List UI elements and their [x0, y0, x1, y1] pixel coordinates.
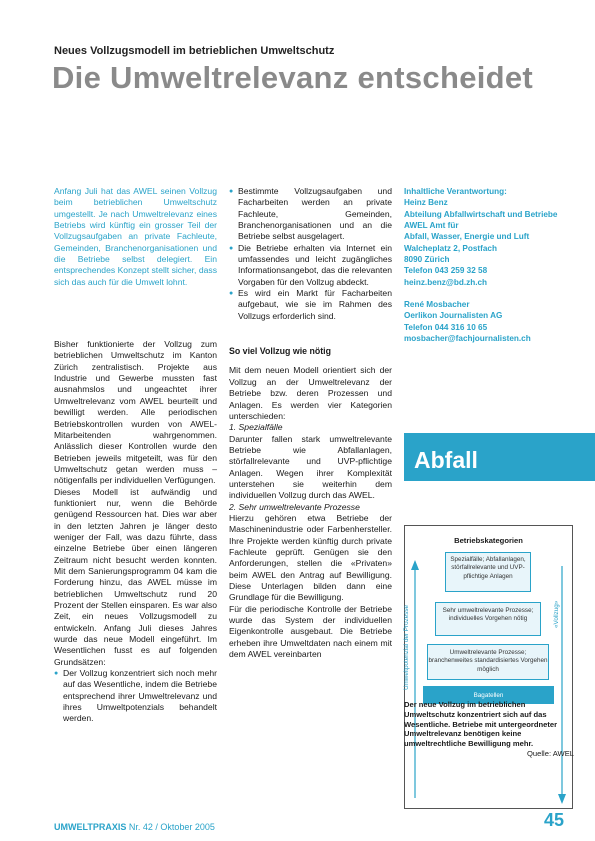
list-item: ● Es wird ein Markt für Facharbeiten aufgebaut, wie sie im Rahmen des Vollzugs erforderlich sind. — [229, 288, 392, 322]
contact-line: Telefon 043 259 32 58 — [404, 266, 488, 276]
contact-email[interactable]: mosbacher@fachjournalisten.ch — [404, 334, 531, 344]
contact-line: Abfall, Wasser, Energie und Luft — [404, 232, 530, 242]
contact-line: AWEL Amt für — [404, 221, 459, 231]
contact-line: Abteilung Abfallwirtschaft und Betriebe — [404, 209, 558, 219]
category-subheading: 1. Spezialfälle — [229, 422, 283, 433]
contact-line: Oerlikon Journalisten AG — [404, 311, 503, 321]
right-arrowhead-icon — [558, 794, 566, 804]
left-axis-label: Umweltpotenzial der Prozesse — [403, 604, 410, 690]
principles-list — [54, 668, 217, 725]
contact-line: Telefon 044 316 10 65 — [404, 322, 488, 332]
issue-info: Nr. 42 / Oktober 2005 — [128, 822, 215, 832]
stage-trivial: Bagatellen — [423, 686, 554, 704]
body-paragraph: Für die periodische Kontrolle der Betriebe wurde das System der individuellen Eigenkontrolle ausgebaut. Die Betriebe erheben ihre Umweltdaten nach einem mit dem AWEL vereinbarten — [229, 603, 392, 660]
contact-email[interactable]: heinz.benz@bd.zh.ch — [404, 277, 488, 287]
contact-heading: Inhaltliche Verantwortung: — [404, 187, 507, 196]
page-number: 45 — [544, 810, 565, 830]
principles-list-continued — [229, 186, 392, 322]
lead-paragraph: Anfang Juli hat das AWEL seinen Vollzug beim betrieblichen Umweltschutz umgestellt. Je nach Umweltrelevanz eines Betriebs wird künftig ein grosser Teil der Vollzugsaufgaben an private Fachleute, Gemeinden, Branchenorganisationen und die Betriebe selbst delegiert. Ein entsprechendes Konzept stellt sicher, dass sich das auch für die Umwelt lohnt. — [54, 186, 217, 287]
magazine-name: UMWELTPRAXIS — [54, 822, 127, 832]
caption-text: Der neue Vollzug im betrieblichen Umweltschutz konzentriert sich auf das Wesentliche. Betriebe mit untergeordneter Umweltrelevanz benötigen keine umweltrechtliche Bewilligung mehr. — [404, 700, 558, 749]
stage-special-cases: Spezialfälle; Abfallanlagen, störfallrelevante und UVP-pflichtige Anlagen — [445, 552, 531, 592]
section-heading: So viel Vollzug wie nötig — [229, 346, 331, 357]
contact-line: Walcheplatz 2, Postfach — [404, 243, 497, 253]
stage-very-relevant: Sehr umweltrelevante Prozesse; individuelles Vorgehen nötig — [435, 602, 541, 636]
list-item: ● Der Vollzug konzentriert sich noch mehr auf das Wesentliche, indem die Betriebe entsprechend ihrer Umweltrelevanz und ihres Umweltpotenzials behandelt werden. — [54, 668, 217, 725]
column-2 — [229, 186, 392, 660]
list-item: ● Bestimmte Vollzugsaufgaben und Facharbeiten werden an private Fachleute, Gemeinden, Branchenorganisationen und an die Betriebe selbst ausgelagert. — [229, 186, 392, 243]
left-arrowhead-icon — [411, 560, 419, 570]
stage-relevant: Umweltrelevante Prozesse; branchenweites standardisiertes Vorgehen möglich — [427, 644, 549, 680]
list-item: ● Die Betriebe erhalten via Internet ein umfassendes und leicht zugängliches Informationsangebot, das die relevanten Vorgaben für den Vollzug abdeckt. — [229, 243, 392, 288]
body-paragraph: Mit dem neuen Modell orientiert sich der Vollzug an der Umweltrelevanz der Betriebe bzw. deren Prozessen und Anlagen. Es werden vier Kategorien unterschieden: — [229, 365, 392, 421]
section-tag: Abfall — [414, 447, 478, 473]
body-paragraph: Darunter fallen stark umweltrelevante Betriebe wie Abfallanlagen, störfallrelevante und UVP-pflichtige Anlagen. Wegen ihrer Komplexität unterstehen sie weiterhin dem individuellen Vollzug durch das AWEL. — [229, 433, 392, 501]
category-diagram — [404, 525, 573, 809]
column-1 — [54, 186, 217, 725]
caption-source: Quelle: AWEL — [527, 748, 574, 758]
body-paragraph: Bisher funktionierte der Vollzug zum betrieblichen Umweltschutz im Kanton Zürich zentralistisch. Projekte aus Industrie und Gewerbe mussten fast ausnahmslos und ungeachtet ihrer Umweltrelevanz vom AWEL beurteilt und bewilligt werden. Alle periodischen Betriebskontrollen wurden von AWEL-Mitarbeitenden wahrgenommen. Anlässlich dieser Kontrollen wurde den Betrieben jeweils mitgeteilt, was für den Umweltschutz getan werden muss – nötigenfalls per individuellen Verfügungen. — [54, 339, 217, 486]
contact-line: 8090 Zürich — [404, 255, 450, 265]
right-axis-label: «Vollzug» — [553, 600, 560, 628]
contact-line: René Mosbacher — [404, 300, 470, 310]
body-paragraph: Dieses Modell ist aufwändig und funktioniert nur, wenn die Behörde genügend Ressourcen hat. Dies war aber in den letzten Jahren je länger desto weniger der Fall, was dazu führte, dass einzelne Betriebe über einen längeren Zeitraum nicht besucht werden konnten. Mit dem Sanierungsprogramm 04 kam die Forderung hinzu, das AWEL müsse im betrieblichen Umweltschutz rund 20 Prozent der Stellen einsparen. Es war also Zeit, ein neues Vollzugsmodell zu entwickeln. Anfang Juli dieses Jahres wurde das neue Modell eingeführt. Im Wesentlichen fusst es auf folgenden Grundsätzen: — [54, 486, 217, 667]
figure-caption — [404, 700, 574, 759]
diagram-title: Betriebskategorien — [454, 536, 523, 545]
category-subheading: 2. Sehr umweltrelevante Prozesse — [229, 501, 360, 512]
article-title: Die Umweltrelevanz entscheidet — [52, 60, 534, 95]
body-paragraph: Hierzu gehören etwa Betriebe der Maschinenindustrie oder Farbenhersteller. Ihre Projekte werden künftig durch private Fachleute geprüft. Genügen sie den Anforderungen, stellen die «Privaten» beim AWEL den Antrag auf Bewilligung. Diese Unterlagen bilden dann eine Grundlage für die Bewilligung. — [229, 512, 392, 603]
footer-issue — [54, 822, 215, 832]
contact-line: Heinz Benz — [404, 198, 448, 208]
article-kicker: Neues Vollzugsmodell im betrieblichen Umweltschutz — [54, 45, 335, 57]
contact-box — [404, 186, 574, 344]
